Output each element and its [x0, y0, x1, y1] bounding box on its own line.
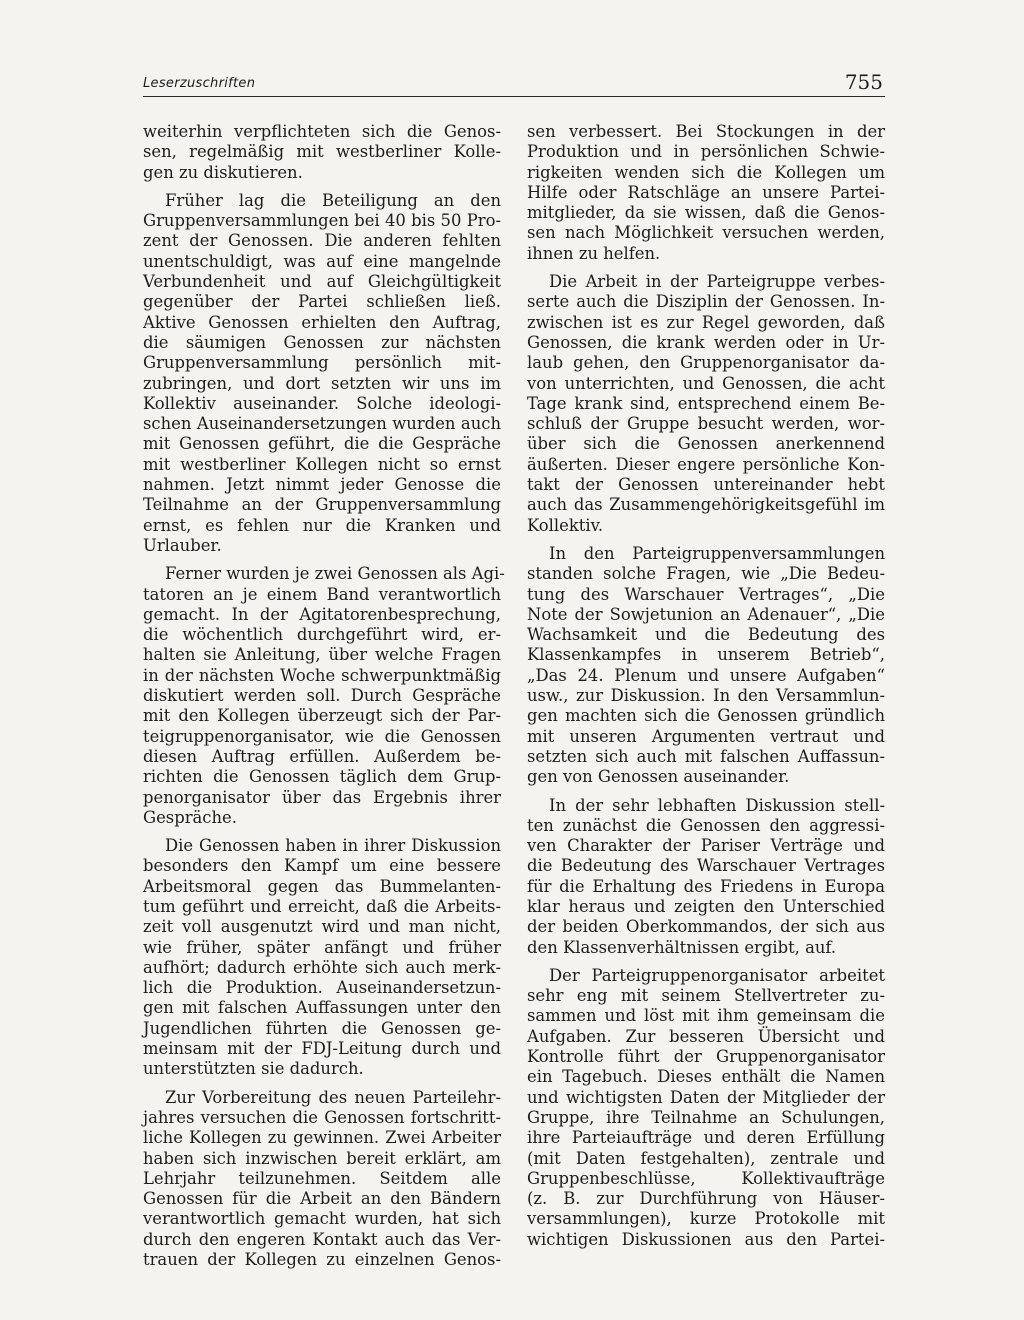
text-line: In den Parteigruppenversammlungen: [549, 543, 885, 563]
text-line: gemacht. In der Agitatorenbesprechung,: [143, 604, 501, 624]
text-line: trauen der Kollegen zu einzelnen Genos-: [143, 1250, 501, 1270]
text-line: sehr eng mit seinem Stellvertreter zu-: [527, 986, 885, 1006]
text-line: in der nächsten Woche schwerpunktmäßig: [143, 665, 501, 685]
right-column: [527, 122, 885, 1250]
text-line: tum geführt und erreicht, daß die Arbeits-: [143, 896, 501, 916]
paragraph: [143, 1088, 501, 1271]
text-line: Klassenkampfes in unserem Betrieb“,: [527, 645, 885, 665]
text-line: Urlauber.: [143, 535, 222, 555]
paragraph-gap: [527, 788, 885, 796]
text-line: Verbundenheit und auf Gleichgültigkeit: [143, 272, 501, 292]
text-line: Note der Sowjetunion an Adenauer“, „Die: [527, 604, 885, 624]
text-line: In der sehr lebhaften Diskussion stell-: [549, 795, 885, 815]
text-line: laub gehen, den Gruppenorganisator da-: [527, 353, 885, 373]
text-line: wie früher, später anfängt und früher: [143, 937, 501, 957]
text-line: Die Arbeit in der Parteigruppe verbes-: [549, 272, 885, 292]
text-line: tung des Warschauer Vertrages“, „Die: [527, 584, 885, 604]
paragraph-gap: [143, 1080, 501, 1088]
text-line: Genossen für die Arbeit an den Bändern: [143, 1189, 501, 1209]
text-line: unterstützten sie dadurch.: [143, 1059, 364, 1079]
text-line: diesen Auftrag erfüllen. Außerdem be-: [143, 746, 501, 766]
text-line: Jugendlichen führten die Genossen ge-: [143, 1018, 501, 1038]
text-line: der beiden Oberkommandos, der sich aus: [527, 917, 885, 937]
paragraph: [527, 966, 885, 1250]
text-line: Gruppe, ihre Teilnahme an Schulungen,: [527, 1107, 885, 1127]
text-line: gen zu diskutieren.: [143, 162, 303, 182]
text-line: teigruppenorganisator, wie die Genossen: [143, 726, 501, 746]
text-line: richten die Genossen täglich dem Grup-: [143, 767, 501, 787]
text-line: rigkeiten wenden sich die Kollegen um: [527, 162, 885, 182]
text-line: ernst, es fehlen nur die Kranken und: [143, 515, 501, 535]
text-line: nahmen. Jetzt nimmt jeder Genosse die: [143, 475, 501, 495]
text-line: gen machten sich die Genossen gründlich: [527, 706, 885, 726]
text-line: ven Charakter der Pariser Verträge und: [527, 836, 885, 856]
paragraph: [143, 836, 501, 1080]
left-column: [143, 122, 505, 1270]
text-line: gen mit falschen Auffassungen unter den: [143, 998, 501, 1018]
text-line: halten sie Anleitung, über welche Fragen: [143, 645, 501, 665]
paragraph: [527, 544, 885, 788]
paragraph: [143, 191, 501, 556]
text-line: tatoren an je einem Band verantwortlich: [143, 584, 501, 604]
text-line: sen, regelmäßig mit westberliner Kolle-: [143, 142, 501, 162]
paragraph-gap: [143, 556, 501, 564]
text-line: diskutiert werden soll. Durch Gespräche: [143, 686, 501, 706]
text-line: sammen und löst mit ihm gemeinsam die: [527, 1006, 885, 1026]
text-line: die Bedeutung des Warschauer Vertrages: [527, 856, 885, 876]
text-line: mit unseren Argumenten vertraut und: [527, 726, 885, 746]
paragraph: [143, 564, 505, 828]
text-line: von unterrichten, und Genossen, die acht: [527, 373, 885, 393]
paragraph-gap: [143, 828, 501, 836]
text-line: weiterhin verpflichteten sich die Genos-: [143, 122, 501, 141]
text-line: (mit Daten festgehalten), zentrale und: [527, 1148, 885, 1168]
text-line: Teilnahme an der Gruppenversammlung: [143, 495, 501, 515]
text-line: schluß der Gruppe besucht werden, wor-: [527, 414, 885, 434]
text-line: zeit voll ausgenutzt wird und man nicht,: [143, 917, 501, 937]
text-line: liche Kollegen zu gewinnen. Zwei Arbeiter: [143, 1128, 501, 1148]
text-line: und wichtigsten Daten der Mitglieder der: [527, 1087, 885, 1107]
text-line: gen von Genossen auseinander.: [527, 767, 790, 787]
text-line: Zur Vorbereitung des neuen Parteilehr-: [165, 1087, 501, 1107]
text-line: klar heraus und zeigten den Unterschied: [527, 896, 885, 916]
text-line: Ferner wurden je zwei Genossen als Agi-: [165, 564, 505, 584]
section-title: Leserzuschriften: [143, 76, 256, 91]
text-line: gegenüber der Partei schließen ließ.: [143, 292, 501, 312]
text-line: für die Erhaltung des Friedens in Europa: [527, 876, 885, 896]
text-line: über sich die Genossen anerkennend: [527, 434, 885, 454]
text-line: penorganisator über das Ergebnis ihrer: [143, 787, 501, 807]
paragraph: [527, 796, 885, 958]
text-line: lich die Produktion. Auseinandersetzun-: [143, 978, 501, 998]
text-line: Gespräche.: [143, 807, 237, 827]
text-line: Arbeitsmoral gegen das Bummelanten-: [143, 876, 501, 896]
text-line: zwischen ist es zur Regel geworden, daß: [527, 312, 885, 332]
text-line: Aktive Genossen erhielten den Auftrag,: [143, 312, 501, 332]
text-line: Gruppenversammlungen bei 40 bis 50 Pro-: [143, 211, 501, 231]
text-line: besonders den Kampf um eine bessere: [143, 856, 501, 876]
text-line: haben sich inzwischen bereit erklärt, am: [143, 1148, 501, 1168]
text-line: „Das 24. Plenum und unsere Aufgaben“: [527, 665, 885, 685]
text-line: standen solche Fragen, wie „Die Bedeu-: [527, 564, 885, 584]
text-line: takt der Genossen untereinander hebt: [527, 475, 885, 495]
paragraph-gap: [527, 958, 885, 966]
text-line: wichtigen Diskussionen aus den Partei-: [527, 1229, 885, 1249]
text-line: mit westberliner Kollegen nicht so ernst: [143, 454, 501, 474]
text-line: schen Auseinandersetzungen wurden auch: [143, 414, 501, 434]
text-line: ein Tagebuch. Dieses enthält die Namen: [527, 1067, 885, 1087]
text-line: Wachsamkeit und die Bedeutung des: [527, 625, 885, 645]
text-line: Produktion und in persönlichen Schwie-: [527, 142, 885, 162]
paragraph-gap: [527, 536, 885, 544]
running-header: [143, 72, 885, 97]
text-line: (z. B. zur Durchführung von Häuser-: [527, 1189, 885, 1209]
text-line: versammlungen), kurze Protokolle mit: [527, 1209, 885, 1229]
paragraph: [527, 272, 885, 536]
text-line: ihnen zu helfen.: [527, 243, 661, 263]
text-line: Genossen, die krank werden oder in Ur-: [527, 332, 885, 352]
text-line: unentschuldigt, was auf eine mangelnde: [143, 251, 501, 271]
text-line: mit den Kollegen überzeugt sich der Par-: [143, 706, 501, 726]
text-line: zubringen, und dort setzten wir uns im: [143, 373, 501, 393]
text-line: Kollektiv auseinander. Solche ideologi-: [143, 393, 501, 413]
text-line: Kontrolle führt der Gruppenorganisator: [527, 1047, 885, 1067]
text-line: usw., zur Diskussion. In den Versammlun-: [527, 686, 885, 706]
text-line: Tage krank sind, entsprechend einem Be-: [527, 393, 885, 413]
text-line: Hilfe oder Ratschläge an unsere Partei-: [527, 182, 885, 202]
text-line: ihre Parteiaufträge und deren Erfüllung: [527, 1128, 885, 1148]
text-line: ten zunächst die Genossen den aggressi-: [527, 815, 885, 835]
text-line: sen nach Möglichkeit versuchen werden,: [527, 223, 885, 243]
text-line: Gruppenversammlung persönlich mit-: [143, 353, 501, 373]
text-line: Kollektiv.: [527, 515, 604, 535]
text-line: sen verbessert. Bei Stockungen in der: [527, 122, 885, 141]
text-line: Gruppenbeschlüsse, Kollektivaufträge: [527, 1168, 885, 1188]
text-line: verantwortlich gemacht wurden, hat sich: [143, 1209, 501, 1229]
text-line: die säumigen Genossen zur nächsten: [143, 332, 501, 352]
paragraph-gap: [143, 183, 501, 191]
text-line: Aufgaben. Zur besseren Übersicht und: [527, 1026, 885, 1046]
text-line: zent der Genossen. Die anderen fehlten: [143, 231, 501, 251]
text-line: auch das Zusammengehörigkeitsgefühl im: [527, 495, 885, 515]
text-line: die wöchentlich durchgeführt wird, er-: [143, 625, 501, 645]
text-line: mitglieder, da sie wissen, daß die Genos-: [527, 203, 885, 223]
text-line: durch den engeren Kontakt auch das Ver-: [143, 1229, 501, 1249]
text-line: serte auch die Disziplin der Genossen. In-: [527, 292, 885, 312]
text-line: den Klassenverhältnissen ergibt, auf.: [527, 937, 837, 957]
text-line: setzten sich auch mit falschen Auffassun-: [527, 746, 885, 766]
text-line: aufhört; dadurch erhöhte sich auch merk-: [143, 957, 501, 977]
paragraph: [143, 122, 501, 183]
text-line: Früher lag die Beteiligung an den: [165, 190, 501, 210]
text-line: Der Parteigruppenorganisator arbeitet: [549, 965, 885, 985]
paragraph: [527, 122, 885, 264]
text-line: meinsam mit der FDJ-Leitung durch und: [143, 1039, 501, 1059]
text-line: Die Genossen haben in ihrer Diskussion: [165, 836, 501, 856]
page-number: 755: [844, 70, 883, 94]
text-line: mit Genossen geführt, die die Gespräche: [143, 434, 501, 454]
text-line: Lehrjahr teilzunehmen. Seitdem alle: [143, 1168, 501, 1188]
text-line: äußerten. Dieser engere persönliche Kon-: [527, 454, 885, 474]
text-line: jahres versuchen die Genossen fortschritt-: [143, 1107, 501, 1127]
paragraph-gap: [527, 264, 885, 272]
